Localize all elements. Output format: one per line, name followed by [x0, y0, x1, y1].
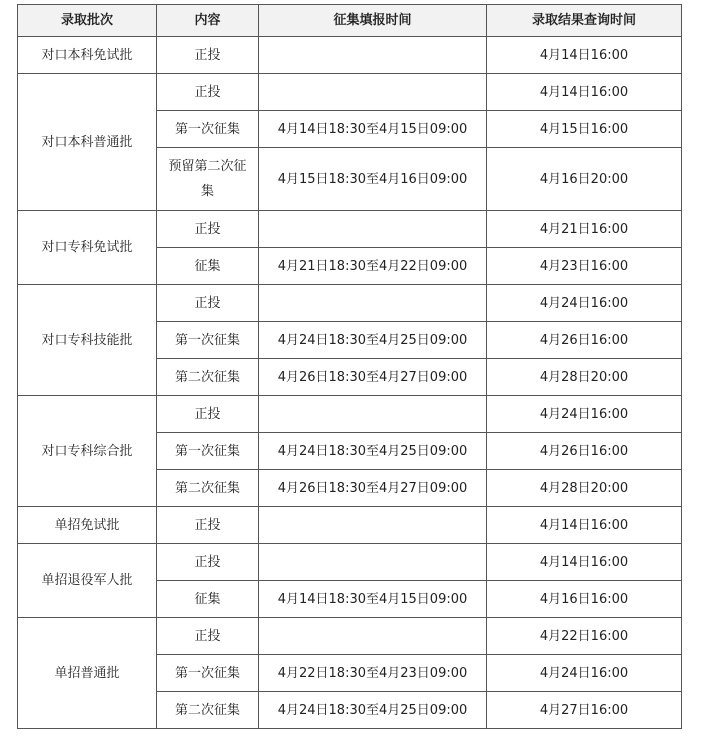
- query-time-cell: 4月14日16:00: [487, 507, 682, 544]
- header-fill-time: 征集填报时间: [259, 5, 487, 37]
- admission-schedule-table: [17, 4, 682, 729]
- content-cell: 第二次征集: [157, 359, 259, 396]
- batch-name-cell: 对口专科免试批: [18, 211, 157, 285]
- fill-time-cell: 4月24日18:30至4月25日09:00: [259, 433, 487, 470]
- table-row: [18, 618, 682, 655]
- table-row: [18, 507, 682, 544]
- content-cell: 正投: [157, 544, 259, 581]
- fill-time-cell: [259, 37, 487, 74]
- content-cell: 征集: [157, 248, 259, 285]
- header-content: 内容: [157, 5, 259, 37]
- fill-time-cell: 4月24日18:30至4月25日09:00: [259, 322, 487, 359]
- fill-time-cell: 4月22日18:30至4月23日09:00: [259, 655, 487, 692]
- fill-time-cell: 4月26日18:30至4月27日09:00: [259, 359, 487, 396]
- table-row: [18, 37, 682, 74]
- query-time-cell: 4月16日16:00: [487, 581, 682, 618]
- fill-time-cell: [259, 507, 487, 544]
- query-time-cell: 4月26日16:00: [487, 322, 682, 359]
- query-time-cell: 4月28日20:00: [487, 359, 682, 396]
- query-time-cell: 4月14日16:00: [487, 37, 682, 74]
- content-cell: 征集: [157, 581, 259, 618]
- content-cell: 正投: [157, 618, 259, 655]
- table-row: [18, 285, 682, 322]
- fill-time-cell: [259, 544, 487, 581]
- query-time-cell: 4月26日16:00: [487, 433, 682, 470]
- content-cell: 正投: [157, 396, 259, 433]
- batch-name-cell: 单招普通批: [18, 618, 157, 729]
- fill-time-cell: 4月15日18:30至4月16日09:00: [259, 148, 487, 211]
- content-cell: 正投: [157, 507, 259, 544]
- content-cell: 正投: [157, 37, 259, 74]
- query-time-cell: 4月27日16:00: [487, 692, 682, 729]
- fill-time-cell: [259, 74, 487, 111]
- header-batch: 录取批次: [18, 5, 157, 37]
- content-cell: 第二次征集: [157, 692, 259, 729]
- table-row: [18, 544, 682, 581]
- batch-name-cell: 对口本科免试批: [18, 37, 157, 74]
- content-cell: 第一次征集: [157, 111, 259, 148]
- table-row: [18, 396, 682, 433]
- table-body: [18, 37, 682, 729]
- fill-time-cell: 4月21日18:30至4月22日09:00: [259, 248, 487, 285]
- fill-time-cell: 4月26日18:30至4月27日09:00: [259, 470, 487, 507]
- batch-name-cell: 对口专科综合批: [18, 396, 157, 507]
- fill-time-cell: [259, 211, 487, 248]
- content-cell: 正投: [157, 285, 259, 322]
- content-cell: 第二次征集: [157, 470, 259, 507]
- query-time-cell: 4月22日16:00: [487, 618, 682, 655]
- content-cell: 第一次征集: [157, 433, 259, 470]
- query-time-cell: 4月14日16:00: [487, 544, 682, 581]
- fill-time-cell: [259, 618, 487, 655]
- batch-name-cell: 对口本科普通批: [18, 74, 157, 211]
- batch-name-cell: 对口专科技能批: [18, 285, 157, 396]
- query-time-cell: 4月28日20:00: [487, 470, 682, 507]
- fill-time-cell: [259, 285, 487, 322]
- fill-time-cell: 4月14日18:30至4月15日09:00: [259, 581, 487, 618]
- fill-time-cell: 4月24日18:30至4月25日09:00: [259, 692, 487, 729]
- query-time-cell: 4月24日16:00: [487, 285, 682, 322]
- table-row: [18, 211, 682, 248]
- content-cell: 第一次征集: [157, 655, 259, 692]
- header-row: [18, 5, 682, 37]
- query-time-cell: 4月16日20:00: [487, 148, 682, 211]
- query-time-cell: 4月24日16:00: [487, 396, 682, 433]
- header-query-time: 录取结果查询时间: [487, 5, 682, 37]
- query-time-cell: 4月15日16:00: [487, 111, 682, 148]
- batch-name-cell: 单招退役军人批: [18, 544, 157, 618]
- content-cell: 预留第二次征集: [157, 148, 259, 211]
- batch-name-cell: 单招免试批: [18, 507, 157, 544]
- content-cell: 正投: [157, 211, 259, 248]
- fill-time-cell: [259, 396, 487, 433]
- content-cell: 第一次征集: [157, 322, 259, 359]
- query-time-cell: 4月24日16:00: [487, 655, 682, 692]
- query-time-cell: 4月14日16:00: [487, 74, 682, 111]
- table-row: [18, 74, 682, 111]
- query-time-cell: 4月23日16:00: [487, 248, 682, 285]
- content-cell: 正投: [157, 74, 259, 111]
- query-time-cell: 4月21日16:00: [487, 211, 682, 248]
- fill-time-cell: 4月14日18:30至4月15日09:00: [259, 111, 487, 148]
